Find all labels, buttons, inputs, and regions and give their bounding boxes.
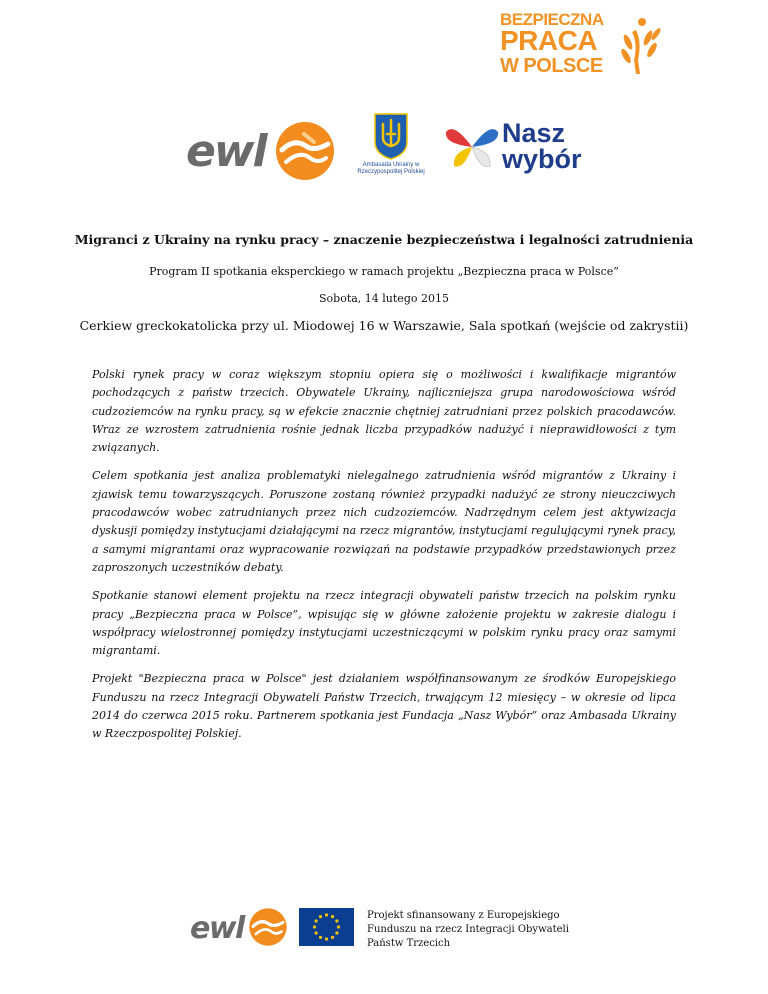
logo-line-2: PRACA xyxy=(500,25,598,56)
funding-line-1: Projekt sfinansowany z Europejskiego xyxy=(367,910,560,921)
embassy-caption xyxy=(350,162,432,176)
funding-statement xyxy=(367,909,587,951)
footer-handshake-icon xyxy=(248,907,288,947)
nasz-line-1: Nasz xyxy=(502,118,566,148)
paragraph: Spotkanie stanowi element projektu na rzecz integracji obywateli państw trzecich na polskim rynku pracy „Bezpieczna praca w Polsce”, wpisując się w główne założenie projektu w zakresie dialogu i współpracy wielostronnej pomiędzy instytucjami uczestniczącymi w polskim rynku pracy oraz samymi migrantami. xyxy=(92,589,676,658)
document-title: Migranci z Ukrainy na rynku pracy – znaczenie bezpieczeństwa i legalności zatrudnienia xyxy=(74,232,694,247)
paragraph: Polski rynek pracy w coraz większym stopniu opiera się o możliwości i kwalifikacje migrantów pochodzących z państw trzecich. Obywatele Ukrainy, najliczniejsza grupa narodowościowa wśród cudzoziemców na rynku pracy, są w efekcie znacznie chętniej zatrudniani przez polskich pracodawców. Wraz ze wzrostem zatrudnienia rośnie jednak liczba przypadków nadużyć i nieprawidłowości z tym związanych. xyxy=(92,368,676,455)
funding-line-3: Państw Trzecich xyxy=(367,938,451,949)
program-subtitle: Program II spotkania eksperckiego w ramach projektu „Bezpieczna praca w Polsce” xyxy=(149,265,619,278)
body-text xyxy=(92,366,676,754)
nasz-wybor-text xyxy=(502,120,582,172)
eu-flag-icon xyxy=(299,908,354,946)
embassy-ukraine-logo xyxy=(350,112,432,184)
footer-ewl-logo xyxy=(190,907,290,947)
bezpieczna-praca-logo xyxy=(500,10,660,82)
logo-line-1: BEZPIECZNA xyxy=(500,10,604,29)
nasz-line-2: wybór xyxy=(502,144,582,174)
wheat-icon xyxy=(618,16,662,76)
handshake-icon xyxy=(274,120,336,182)
nasz-wybor-logo xyxy=(444,116,594,178)
trident-shield-icon xyxy=(373,112,409,160)
embassy-caption-line-2: Rzeczypospolitej Polskiej xyxy=(357,169,425,175)
paragraph: Celem spotkania jest analiza problematyki nielegalnego zatrudnienia wśród migrantów z Ukrainy i zjawisk temu towarzyszących. Poruszone zostaną również przypadki nadużyć ze strony nieuczciwych pracodawców wobec zatrudnianych przez nich cudzoziemców. Nadrzędnym celem jest aktywizacja dyskusji pomiędzy instytucjami działającymi na rzecz migrantów, instytucjami regulującymi rynek pracy, a samymi migrantami oraz wypracowanie rozwiązań na podstawie przypadków przedstawionych przez zaproszonych uczestników debaty. xyxy=(92,469,676,574)
logo-line-3: W POLSCE xyxy=(500,55,603,77)
paragraph: Projekt "Bezpieczna praca w Polsce" jest działaniem współfinansowanym ze środków Europejskiego Funduszu na rzecz Integracji Obywateli Państw Trzecich, trwającym 12 miesięcy – w okresie od lipca 2014 do czerwca 2015 roku. Partnerem spotkania jest Fundacja „Nasz Wybór” oraz Ambasada Ukrainy w Rzeczpospolitej Polskiej. xyxy=(92,672,676,741)
ewl-logo-text: ewl xyxy=(186,126,266,177)
embassy-caption-line-1: Ambasada Ukrainy w xyxy=(362,162,420,168)
meeting-place: Cerkiew greckokatolicka przy ul. Miodowej 16 w Warszawie, Sala spotkań (wejście od zakrystii) xyxy=(79,318,689,333)
funding-line-2: Funduszu na rzecz Integracji Obywateli xyxy=(367,924,569,935)
footer-ewl-text: ewl xyxy=(190,911,244,946)
meeting-date: Sobota, 14 lutego 2015 xyxy=(319,292,449,305)
butterfly-icon xyxy=(444,122,500,172)
ewl-logo xyxy=(186,120,338,182)
